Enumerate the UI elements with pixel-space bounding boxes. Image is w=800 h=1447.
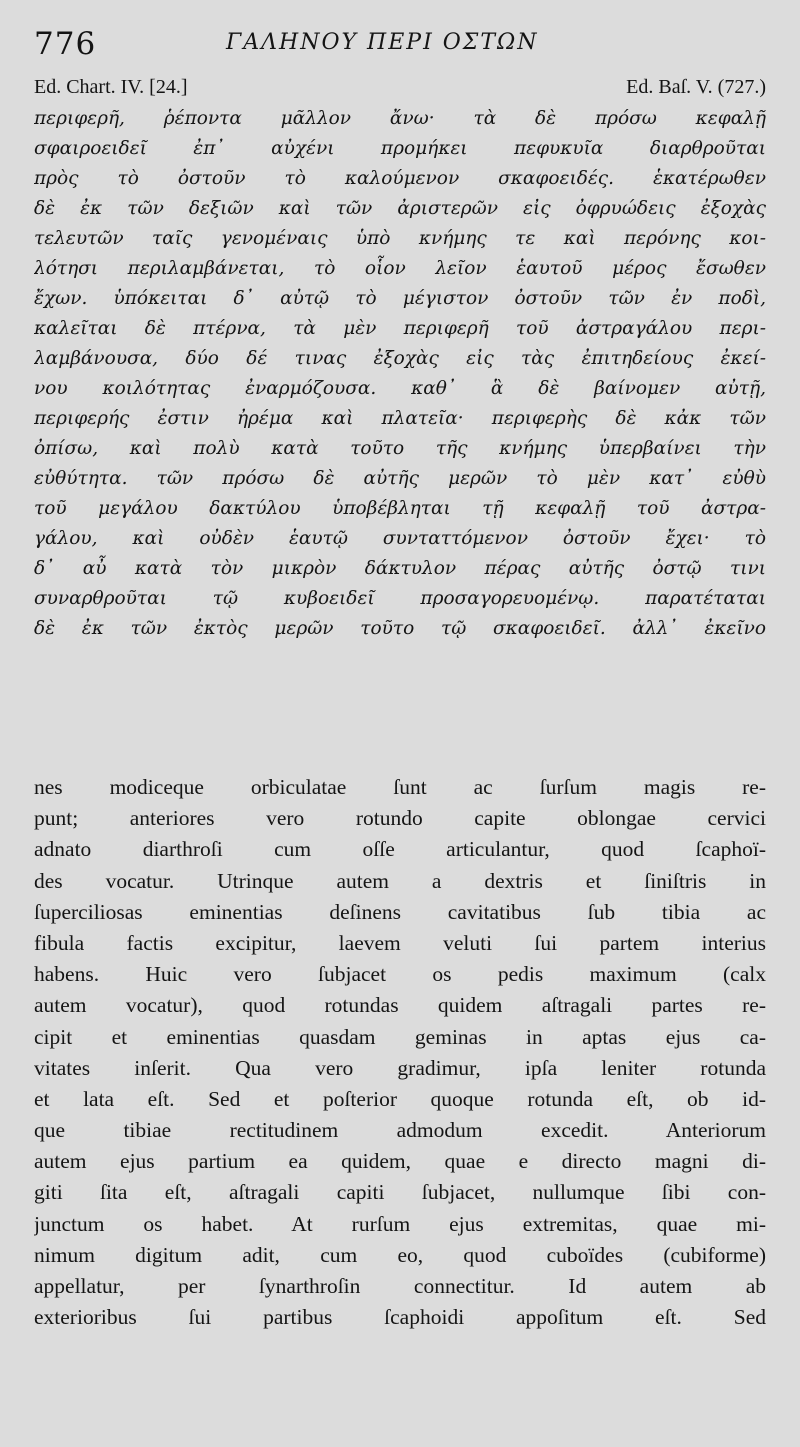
greek-line: σφαιροειδεῖ ἐπ᾽ αὐχένι προμήκει πεφυκυῖα διαρθροῦται <box>34 138 766 159</box>
edition-chart-reference: Ed. Chart. IV. [24.] <box>34 76 188 98</box>
greek-line: περιφερῆ, ῥέποντα μᾶλλον ἄνω· τὰ δὲ πρόσω κεφαλῇ <box>34 108 766 129</box>
latin-line: vitates inſerit. Qua vero gradimur, ipſa leniter rotunda <box>34 1055 766 1080</box>
edition-basel-reference: Ed. Baſ. V. (727.) <box>626 76 766 98</box>
greek-line: ὀπίσω, καὶ πολὺ κατὰ τοῦτο τῆς κνήμης ὑπερβαίνει τὴν <box>34 438 766 459</box>
greek-line: δὲ ἐκ τῶν ἐκτὸς μερῶν τοῦτο τῷ σκαφοειδεῖ. ἀλλ᾽ ἐκεῖνο <box>34 618 766 639</box>
latin-line: autem vocatur), quod rotundas quidem aſtragali partes re- <box>34 993 766 1018</box>
latin-line: nimum digitum adit, cum eo, quod cuboïdes (cubiforme) <box>34 1242 766 1267</box>
latin-line: punt; anteriores vero rotundo capite oblongae cervici <box>34 806 766 831</box>
greek-line: συναρθροῦται τῷ κυβοειδεῖ προσαγορευομένῳ. παρατέταται <box>34 588 766 609</box>
latin-line: et lata eſt. Sed et poſterior quoque rotunda eſt, ob id- <box>34 1086 766 1111</box>
greek-line: τελευτῶν ταῖς γενομέναις ὑπὸ κνήμης τε καὶ περόνης κοι- <box>34 228 766 249</box>
greek-line: λαμβάνουσα, δύο δέ τινας ἐξοχὰς εἰς τὰς ἐπιτηδείους ἐκεί- <box>34 348 766 369</box>
latin-line: autem ejus partium ea quidem, quae e directo magni di- <box>34 1149 766 1174</box>
greek-line: πρὸς τὸ ὀστοῦν τὸ καλούμενον σκαφοειδές. ἑκατέρωθεν <box>34 168 766 189</box>
running-head <box>34 24 766 64</box>
greek-line: δ᾽ αὖ κατὰ τὸν μικρὸν δάκτυλον πέρας αὐτῆς ὀστῷ τινι <box>34 558 766 579</box>
latin-line: des vocatur. Utrinque autem a dextris et ſiniſtris in <box>34 868 766 893</box>
greek-line: καλεῖται δὲ πτέρνα, τὰ μὲν περιφερῆ τοῦ ἀστραγάλου περι- <box>34 318 766 339</box>
latin-line: habens. Huic vero ſubjacet os pedis maximum (calx <box>34 962 766 987</box>
latin-line: appellatur, per ſynarthroſin connectitur. Id autem ab <box>34 1274 766 1298</box>
greek-line: εὐθύτητα. τῶν πρόσω δὲ αὐτῆς μερῶν τὸ μὲν κατ᾽ εὐθὺ <box>34 468 766 489</box>
latin-line: nes modiceque orbiculatae ſunt ac ſurſum magis re- <box>34 775 766 799</box>
greek-text-block <box>34 104 766 644</box>
latin-line: exterioribus ſui partibus ſcaphoidi appoſitum eſt. Sed <box>34 1305 766 1330</box>
greek-line: ἔχων. ὑπόκειται δ᾽ αὐτῷ τὸ μέγιστον ὀστοῦν τῶν ἐν ποδὶ, <box>34 288 766 309</box>
greek-line: λότησι περιλαμβάνεται, τὸ οἷον λεῖον ἑαυτοῦ μέρος ἔσωθεν <box>34 258 766 279</box>
latin-text-block <box>34 772 766 1333</box>
edition-references <box>34 76 766 104</box>
greek-line: περιφερής ἐστιν ἠρέμα καὶ πλατεῖα· περιφερὴς δὲ κἀκ τῶν <box>34 408 766 429</box>
page-number: 776 <box>34 26 97 62</box>
greek-line: τοῦ μεγάλου δακτύλου ὑποβέβληται τῇ κεφαλῇ τοῦ ἀστρα- <box>34 498 766 519</box>
latin-line: cipit et eminentias quasdam geminas in aptas ejus ca- <box>34 1024 766 1049</box>
greek-line: γάλου, καὶ οὐδὲν ἑαυτῷ συνταττόμενον ὀστοῦν ἔχει· τὸ <box>34 528 766 549</box>
latin-line: junctum os habet. At rurſum ejus extremitas, quae mi- <box>34 1211 766 1236</box>
greek-line: νου κοιλότητας ἐναρμόζουσα. καθ᾽ ἃ δὲ βαίνομεν αὐτῇ, <box>34 378 766 399</box>
latin-line: adnato diarthroſi cum oſſe articulantur, quod ſcaphoï- <box>34 837 766 862</box>
running-title: ΓΑΛΗΝΟΥ ΠΕΡΙ ΟΣΤΩΝ <box>226 30 539 55</box>
latin-line: que tibiae rectitudinem admodum excedit. Anteriorum <box>34 1118 766 1143</box>
latin-line: ſuperciliosas eminentias deſinens cavitatibus ſub tibia ac <box>34 899 766 924</box>
latin-line: giti ſita eſt, aſtragali capiti ſubjacet, nullumque ſibi con- <box>34 1180 766 1205</box>
greek-line: δὲ ἐκ τῶν δεξιῶν καὶ τῶν ἀριστερῶν εἰς ὀφρυώδεις ἐξοχὰς <box>34 198 766 219</box>
latin-line: fibula factis excipitur, laevem veluti ſui partem interius <box>34 930 766 955</box>
